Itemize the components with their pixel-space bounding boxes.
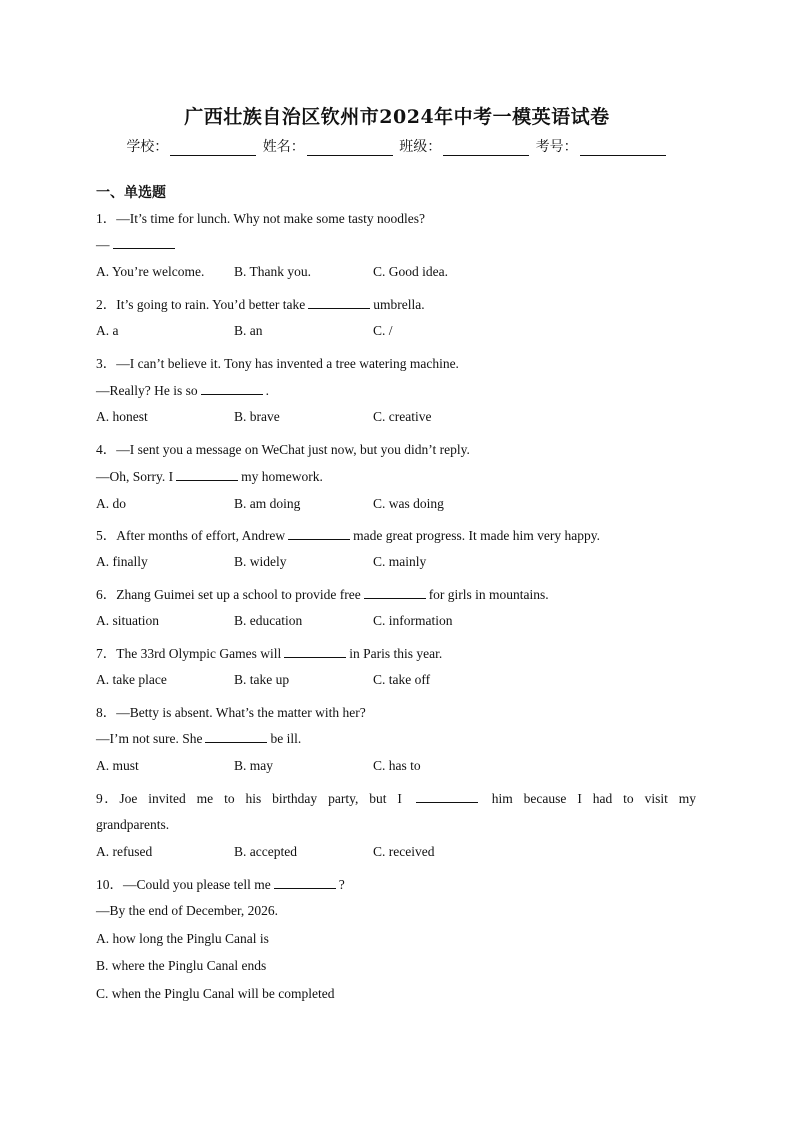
question-1-option-c: C. Good idea. xyxy=(373,264,448,279)
question-8-option-c: C. has to xyxy=(373,758,421,773)
question-4-option-a: A. do xyxy=(96,496,126,511)
question-8-option-a: A. must xyxy=(96,758,139,773)
answer-blank xyxy=(201,382,263,395)
question-9-option-b: B. accepted xyxy=(234,844,297,859)
question-10-option-b: B. where the Pinglu Canal ends xyxy=(96,958,267,973)
question-2-stem: 2．It’s going to rain. You’d better take umbrella. xyxy=(96,297,425,312)
question-6-option-c: C. information xyxy=(373,613,453,628)
question-8-stem: 8．—Betty is absent. What’s the matter with her? xyxy=(96,705,366,720)
paper-title: 广西壮族自治区钦州市2024年中考一模英语试卷 xyxy=(184,106,610,128)
question-9-option-c: C. received xyxy=(373,844,435,859)
question-1-stem: 1．—It’s time for lunch. Why not make some tasty noodles? xyxy=(96,211,425,226)
question-4-option-b: B. am doing xyxy=(234,496,301,511)
question-1-option-b: B. Thank you. xyxy=(234,264,311,279)
question-5-stem: 5．After months of effort, Andrew made great progress. It made him very happy. xyxy=(96,528,601,543)
question-9-option-a: A. refused xyxy=(96,844,153,859)
question-9-stem-continued: grandparents. xyxy=(96,817,170,832)
student-info-line xyxy=(0,136,794,156)
question-6-option-b: B. education xyxy=(234,613,303,628)
answer-blank xyxy=(308,296,370,309)
question-10-stem: 10．—Could you please tell me ? xyxy=(96,877,345,892)
question-9-stem: 9．Joe invited me to his birthday party, but I him because I had to visit my xyxy=(96,791,697,806)
question-6-stem: 6．Zhang Guimei set up a school to provide free for girls in mountains. xyxy=(96,587,549,602)
question-3-reply: —Really? He is so . xyxy=(96,383,269,398)
school-blank xyxy=(170,139,256,156)
class-blank xyxy=(443,139,529,156)
answer-blank xyxy=(284,645,346,658)
section-heading: 一、单选题 xyxy=(96,185,166,201)
question-4-stem: 4．—I sent you a message on WeChat just now, but you didn’t reply. xyxy=(96,442,470,457)
question-4-option-c: C. was doing xyxy=(373,496,444,511)
answer-blank xyxy=(364,586,426,599)
question-10-option-c: C. when the Pinglu Canal will be completed xyxy=(96,986,335,1001)
question-7-option-c: C. take off xyxy=(373,672,431,687)
question-3-option-c: C. creative xyxy=(373,409,432,424)
answer-blank xyxy=(113,236,175,249)
answer-blank xyxy=(176,468,238,481)
question-2-option-c: C. / xyxy=(373,323,393,338)
question-10-reply: —By the end of December, 2026. xyxy=(96,903,279,918)
question-7-option-a: A. take place xyxy=(96,672,167,687)
exam-number-blank xyxy=(580,139,666,156)
question-5-option-a: A. finally xyxy=(96,554,148,569)
question-3-option-b: B. brave xyxy=(234,409,280,424)
question-10-option-a: A. how long the Pinglu Canal is xyxy=(96,931,269,946)
question-6-option-a: A. situation xyxy=(96,613,159,628)
exam-number-label: 考号： xyxy=(535,139,578,155)
question-3-stem: 3．—I can’t believe it. Tony has invented a tree watering machine. xyxy=(96,356,459,371)
question-7-stem: 7．The 33rd Olympic Games will in Paris this year. xyxy=(96,646,443,661)
question-1-answer-line: — xyxy=(96,236,178,253)
answer-blank xyxy=(205,730,267,743)
question-2-option-b: B. an xyxy=(234,323,263,338)
question-5-option-b: B. widely xyxy=(234,554,287,569)
question-5-option-c: C. mainly xyxy=(373,554,427,569)
question-8-reply: —I’m not sure. She be ill. xyxy=(96,731,302,746)
question-7-option-b: B. take up xyxy=(234,672,290,687)
name-blank xyxy=(307,139,393,156)
name-label: 姓名： xyxy=(262,139,305,155)
answer-blank xyxy=(288,527,350,540)
school-label: 学校： xyxy=(126,139,169,155)
answer-blank xyxy=(274,876,336,889)
class-label: 班级： xyxy=(399,139,442,155)
question-8-option-b: B. may xyxy=(234,758,273,773)
question-1-option-a: A. You’re welcome. xyxy=(96,264,205,279)
question-2-option-a: A. a xyxy=(96,323,119,338)
question-3-option-a: A. honest xyxy=(96,409,148,424)
question-4-reply: —Oh, Sorry. I my homework. xyxy=(96,469,323,484)
answer-blank xyxy=(416,790,478,803)
